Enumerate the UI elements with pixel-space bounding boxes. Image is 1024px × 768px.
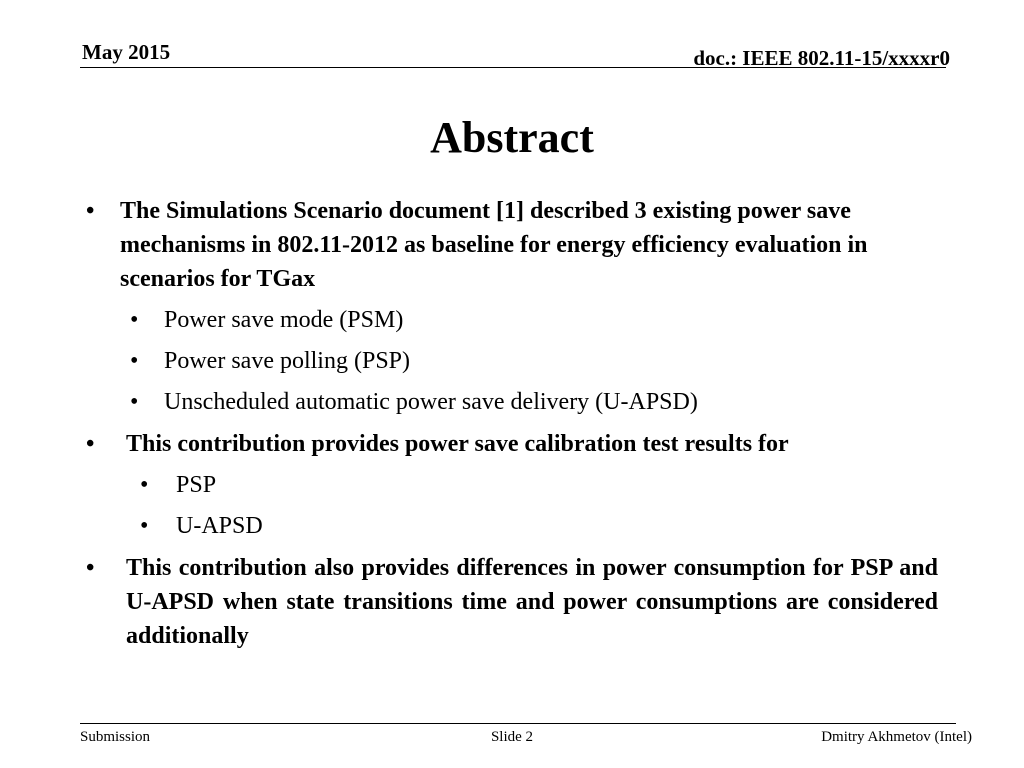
bullet-1	[86, 194, 938, 296]
footer-rule	[80, 723, 956, 724]
bullet-dot: •	[130, 348, 139, 374]
footer-author: Dmitry Akhmetov (Intel)	[821, 729, 972, 745]
sub-bullet-text: Power save mode (PSM)	[164, 307, 404, 333]
bullet-2-text: This contribution provides power save calibration test results for	[126, 431, 789, 457]
bullet-dot: •	[130, 389, 139, 415]
bullet-1-text: The Simulations Scenario document [1] described 3 existing power save mechanisms in 802.11-2012 as baseline for energy efficiency evaluation in scenarios for TGax	[120, 198, 868, 292]
bullet-dot: •	[130, 307, 139, 333]
sub-bullet-text: PSP	[176, 472, 217, 498]
footer-slide-number: Slide 2	[490, 729, 534, 745]
sub-bullet	[86, 344, 938, 378]
bullet-dot: •	[140, 513, 149, 539]
sub-bullet	[86, 468, 938, 502]
bullet-dot: •	[86, 555, 95, 581]
sub-bullet-text: Unscheduled automatic power save delivery (U-APSD)	[164, 389, 698, 415]
sub-bullet-text: U-APSD	[176, 513, 263, 539]
sub-bullet-text: Power save polling (PSP)	[164, 348, 410, 374]
sub-bullet	[86, 509, 938, 543]
header-date: May 2015	[82, 40, 171, 64]
bullet-dot: •	[86, 431, 95, 457]
bullet-dot: •	[140, 472, 149, 498]
header-doc-id: doc.: IEEE 802.11-15/xxxxr0	[693, 46, 950, 70]
slide-title: Abstract	[430, 113, 594, 162]
header-rule	[80, 67, 946, 68]
slide-content	[86, 194, 938, 653]
bullet-2	[86, 427, 938, 461]
bullet-3-text: This contribution also provides differences in power consumption for PSP and U-APSD when state transitions time and power consumptions are considered additionally	[126, 555, 938, 649]
sub-bullet	[86, 385, 938, 419]
bullet-dot: •	[86, 198, 95, 224]
footer-submission: Submission	[80, 729, 151, 745]
sub-bullet	[86, 303, 938, 337]
bullet-3	[86, 551, 938, 653]
